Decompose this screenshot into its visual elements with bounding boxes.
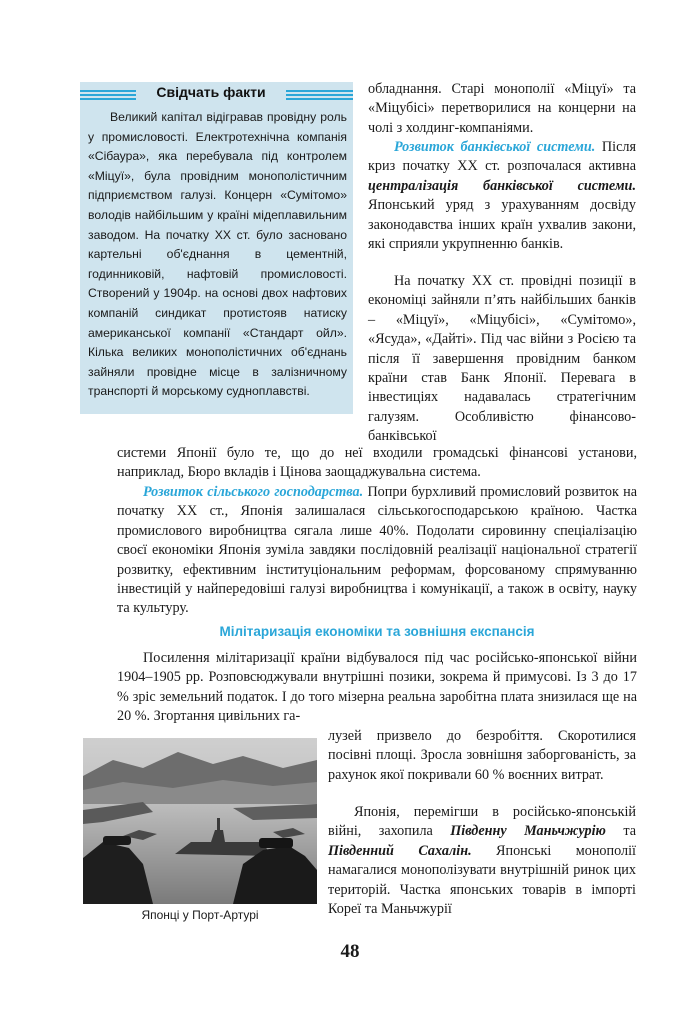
photo-image	[83, 738, 317, 904]
facts-title-row	[80, 82, 353, 106]
term-south-sakhalin: Південний Сахалін.	[328, 842, 472, 859]
facts-text: Великий капітал відігравав провідну роль у промисловості. Електротехнічна компанія «Сібаура», яка перебувала під контролем «Міцуї», була провідним монополістичним підприємством галузі. Концерн «Сумітомо» володів найбільшим у країні мідеплавильним заводом. На початку XX ст. було засновано картельні об'єднання в цементній, годинниковій, нафтовій промисловості. Створений у 1904р. на основі двох нафтових компаній синдикат протистояв натиску американської компанії «Стандарт ойл». Кількa великих монополістичних об'єднань зайняли провідне місце в залізничному транспорті й морському судноплавстві.	[88, 110, 347, 399]
paragraph-continued: обладнання. Старі монополії «Міцуї» та «Міцубісі» перетворилися на концерни на чолі з холдинг-компаніями.	[368, 81, 636, 136]
page-number: 48	[340, 941, 360, 962]
term-south-manchuria: Південну Маньчжурію	[450, 823, 606, 840]
banking-heading: Розвиток банківської системи.	[394, 139, 596, 155]
agriculture-heading: Розвиток сільського господарства.	[143, 484, 364, 500]
paragraph-banks-continued: системи Японії було те, що до неї входили громадські фінансові установи, наприклад, Бюро вкладів і Цінова заощаджувальна система.	[117, 445, 637, 481]
facts-box	[80, 82, 353, 414]
banking-text-b: Японський уряд з урахуванням досвіду законодавства інших країн ухвалив закони, які сприяли укрупненню банків.	[368, 197, 636, 253]
decorative-stripes-left	[80, 90, 136, 100]
decorative-stripes-right	[286, 90, 353, 100]
paragraph-militarization-continued: лузей призвело до безробіття. Скоротилися посівні площі. Зросла зовнішня заборгованість, за рахунок якої покривали 60 % воєнних витрат.	[328, 728, 636, 783]
expansion-text-c: Японські монополії намагалися монополізувати внутрішній ринок цих територій. Частка японських товарів в імпорті Кореї та Маньчжурії	[328, 842, 636, 918]
expansion-text-b: та	[605, 823, 636, 840]
banking-term: централізація банківської системи.	[368, 177, 636, 194]
paragraph-expansion	[328, 803, 636, 919]
paragraph-banks: На початку XX ст. провідні позиції в економіці зайняли п’ять найбільших банків – «Міцуї», «Міцубісі», «Сумітомо», «Ясуда», «Дайті». Під час війни з Росією та після її завершення провідним банком країни став Банк Японії. Перевага в інвестиціях надавалась стратегічним галузям. Особливістю фінансово-банківської	[368, 273, 636, 445]
photo-port-arthur	[83, 738, 317, 904]
section-heading: Мілітаризація економіки та зовнішня експансія	[219, 624, 535, 639]
banking-text-a: Після криз початку XX ст. розпочалася активна	[368, 139, 636, 175]
paragraph-banking	[368, 138, 636, 254]
expansion-text-a: Японія, перемігши в російсько-японській війні, захопила	[328, 804, 636, 840]
paragraph-militarization: Посилення мілітаризації країни відбувалося під час російсько-японської війни 1904–1905 рр. Розповсюджували внутрішні позики, зокрема й примусові. Із 3 до 17 % зріс земельний податок. І до того мізерна реальна заробітна плата знизилася ще на 20 %. Згортання цивільних га-	[117, 650, 637, 725]
photo-caption: Японці у Порт-Артурі	[141, 908, 259, 922]
agriculture-text: Попри бурхливий промисловий розвиток на початку XX ст., Японія залишалася сільськогосподарською країною. Частка промислового виробництва сягала лише 40%. Подолати сировинну спеціалізацію своєї економіки Японія зуміла завдяки послідовній реалізації національної стратегії розвитку, ефективним інституціональним реформам, форсованому спрямуванню інвестицій у найпередовіші галузі виробництва і комунікації, а також в освіту, науку та культуру.	[117, 484, 637, 617]
facts-title: Свідчать факти	[156, 84, 266, 100]
paragraph-agriculture	[117, 483, 637, 619]
